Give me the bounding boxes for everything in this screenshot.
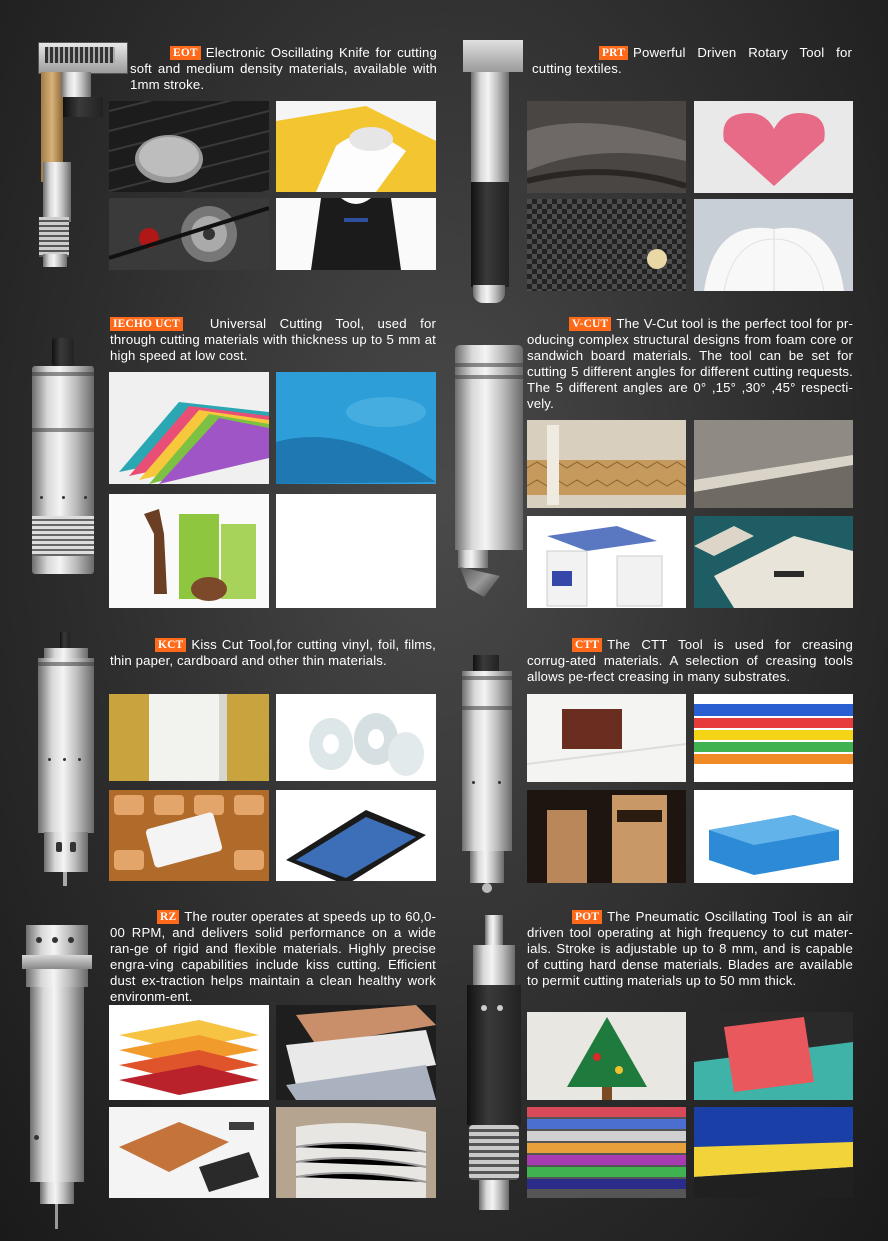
photo-blue-boxes [694, 790, 853, 883]
rz-badge: RZ [157, 910, 179, 924]
kct-tool-image [36, 632, 96, 887]
rz-tool-image [22, 925, 92, 1230]
ctt-badge: CTT [572, 638, 602, 652]
photo-routed-parts [109, 1107, 269, 1198]
photo-pink-heart [694, 101, 853, 193]
photo-carbon-weave [527, 199, 686, 291]
pot-tool-image [465, 915, 525, 1215]
photo-honeycomb-board [527, 420, 686, 508]
kct-badge: KCT [155, 638, 186, 652]
prt-description: PRT Powerful Driven Rotary Tool for cutting textiles. [532, 45, 852, 76]
photo-giraffe-packaging [109, 494, 269, 608]
photo-foam-layers [694, 1107, 853, 1198]
photo-textile-layers [527, 1107, 686, 1198]
ctt-description: CTT The CTT Tool is used for creasing corrug-ated materials. A selection of creasing tools allows pe-rfect creasing in many substrates. [527, 637, 853, 684]
uct-tool-image [30, 338, 98, 578]
photo-cardboard-tree [527, 1012, 686, 1100]
photo-kraft-packaging [527, 790, 686, 883]
photo-black-vest [276, 198, 436, 270]
photo-acrylic-sheets [109, 1005, 269, 1100]
photo-creased-box [527, 694, 686, 782]
photo-bike-gears [109, 198, 269, 270]
photo-cut-board-pieces [694, 516, 853, 608]
prt-tool-image [463, 40, 523, 305]
photo-blank-white [276, 494, 436, 608]
kct-description: KCT Kiss Cut Tool,for cutting vinyl, foil, films, thin paper, cardboard and other thin materials. [110, 637, 436, 668]
eot-badge: EOT [170, 46, 201, 60]
pot-badge: POT [572, 910, 602, 924]
photo-reception-desk [276, 1107, 436, 1198]
vcut-badge: V-CUT [569, 317, 611, 331]
rz-description: RZ The router operates at speeds up to 60,0-00 RPM, and delivers solid performance on a wide ran-ge of rigid and flexible materials. Highly precise engra-ving capabilities include kiss cutting. Efficient dust ex-traction helps maintain a clean healthy work environm-ent. [110, 909, 436, 1004]
photo-gasket-sheets [694, 1012, 853, 1100]
uct-badge: IECHO UCT [110, 317, 183, 331]
photo-dark-fabric [527, 101, 686, 193]
photo-corrugated-sheets [694, 694, 853, 782]
photo-paper-roll [109, 694, 269, 781]
photo-fanned-paper [694, 199, 853, 291]
uct-description: IECHO UCT Universal Cutting Tool, used for through cutting materials with thickness up to 5 mm at high speed at low cost. [110, 316, 436, 363]
vcut-description: V-CUT The V-Cut tool is the perfect tool for pr-oducing complex structural designs from foam core or sandwich board materials. The tool can be set for cutting 5 different angles for different cutting requests. The 5 different angles are 0° ,15° ,30° ,45° respecti-vely. [527, 316, 853, 411]
photo-blue-material [276, 372, 436, 484]
photo-composite-panels [276, 1005, 436, 1100]
photo-carbon-vinyl [109, 101, 269, 192]
photo-grey-board [694, 420, 853, 508]
prt-badge: PRT [599, 46, 628, 60]
ctt-tool-image [458, 655, 516, 895]
pot-description: POT The Pneumatic Oscillating Tool is an air driven tool operating at high frequency to cut mater-ials. Stroke is adjustable up to 8 mm, and is capable of cutting hard dense materials. Blades are available to permit cutting materials up to 50 mm thick. [527, 909, 853, 988]
eot-description: EOT Electronic Oscillating Knife for cutting soft and medium density materials, available with 1mm stroke. [130, 45, 437, 92]
photo-display-stands [527, 516, 686, 608]
photo-colored-foam [109, 372, 269, 484]
photo-tablet [276, 790, 436, 881]
photo-yellow-film [276, 101, 436, 192]
photo-sticker-sheets [109, 790, 269, 881]
vcut-tool-image [450, 345, 525, 605]
photo-film-rolls [276, 694, 436, 781]
